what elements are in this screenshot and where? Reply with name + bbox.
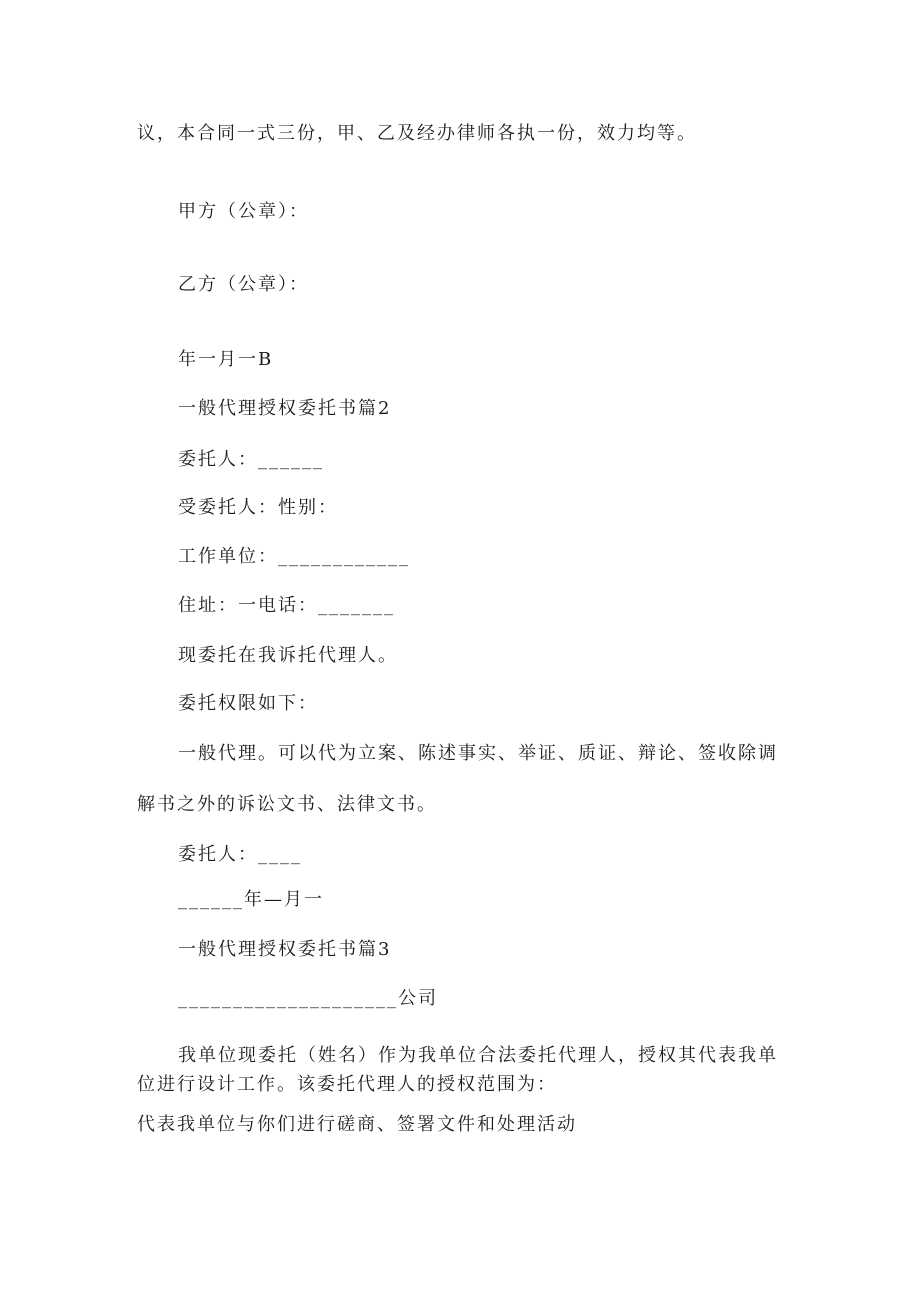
party-b-seal: 乙方（公章）： [178,274,309,295]
agent-gender-field: 受委托人：性别： [178,497,338,518]
delegation-scope: 代表我单位与你们进行磋商、签署文件和处理活动 [137,1114,577,1135]
delegation-text-1: 我单位现委托（姓名）作为我单位合法委托代理人，授权其代表我单 [178,1045,778,1066]
work-unit-field: 工作单位：____________ [178,546,410,567]
authority-text-1: 一般代理。可以代为立案、陈述事实、举证、质证、辩论、签收除调 [178,743,778,764]
principal-signature: 委托人：____ [178,844,302,865]
entrust-statement: 现委托在我诉托代理人。 [178,645,398,666]
signature-date: ______年—月一 [178,889,324,910]
address-phone-field: 住址：一电话：_______ [178,595,395,616]
authority-text-2: 解书之外的诉讼文书、法律文书。 [137,794,437,815]
party-a-seal: 甲方（公章）： [178,201,309,222]
section-title-2: 一般代理授权委托书篇2 [178,398,392,419]
delegation-text-2: 位进行设计工作。该委托代理人的授权范围为： [137,1074,557,1095]
company-field: ____________________公司 [178,988,438,1009]
contract-closing-clause: 议，本合同一式三份，甲、乙及经办律师各执一份，效力均等。 [137,123,697,144]
authority-heading: 委托权限如下： [178,693,318,714]
date-line: 年一月一B [178,349,274,370]
section-title-3: 一般代理授权委托书篇3 [178,939,392,960]
principal-field: 委托人：______ [178,449,324,470]
